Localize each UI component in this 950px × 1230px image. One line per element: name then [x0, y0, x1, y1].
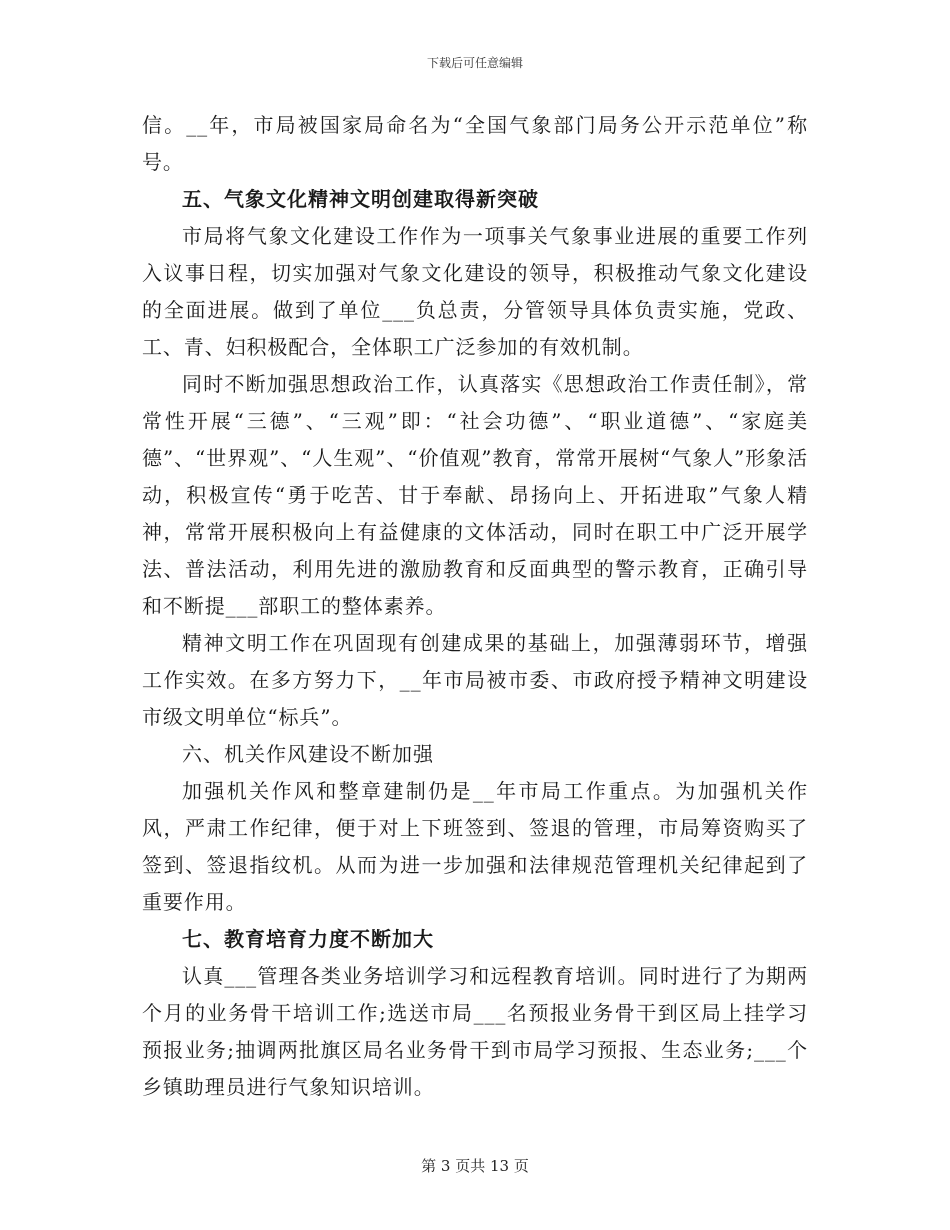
paragraph-culture-construction: 市局将气象文化建设工作作为一项事关气象事业进展的重要工作列入议事日程，切实加强对气象文化建设的领导，积极推动气象文化建设的全面进展。做到了单位___负总责，分管领导具体负责实施，党政、工、青、妇积极配合，全体职工广泛参加的有效机制。 [142, 224, 808, 359]
page-number: 第 3 页共 13 页 [421, 1157, 529, 1175]
paragraph-civilization-work: 精神文明工作在巩固现有创建成果的基础上，加强薄弱环节，增强工作实效。在多方努力下，__年市局被市委、市政府授予精神文明建设市级文明单位“标兵”。 [142, 631, 808, 729]
page-header-note: 下载后可任意编辑 [426, 56, 523, 70]
section-heading-6: 六、机关作风建设不断加强 [182, 742, 434, 766]
paragraph-continuation: 信。__年，市局被国家局命名为“全国气象部门局务公开示范单位”称号。 [142, 113, 808, 174]
paragraph-work-style: 加强机关作风和整章建制仍是__年市局工作重点。为加强机关作风，严肃工作纪律，便于对上下班签到、签退的管理，市局筹资购买了签到、签退指纹机。从而为进一步加强和法律规范管理机关纪律起到了重要作用。 [142, 779, 808, 914]
document-body [142, 107, 808, 1106]
section-heading-7: 七、教育培育力度不断加大 [182, 927, 434, 951]
section-heading-5: 五、气象文化精神文明创建取得新突破 [182, 187, 539, 211]
paragraph-ideological-work: 同时不断加强思想政治工作，认真落实《思想政治工作责任制》，常常性开展“三德”、“三观”即：“社会功德”、“职业道德”、“家庭美德”、“世界观”、“人生观”、“价值观”教育，常常开展树“气象人”形象活动，积极宣传“勇于吃苦、甘于奉献、昂扬向上、开拓进取”气象人精神，常常开展积极向上有益健康的文体活动，同时在职工中广泛开展学法、普法活动，利用先进的激励教育和反面典型的警示教育，正确引导和不断提___部职工的整体素养。 [142, 372, 808, 618]
paragraph-training: 认真___管理各类业务培训学习和远程教育培训。同时进行了为期两个月的业务骨干培训工作;选送市局___名预报业务骨干到区局上挂学习预报业务;抽调两批旗区局名业务骨干到市局学习预报、生态业务;___个乡镇助理员进行气象知识培训。 [142, 964, 808, 1099]
